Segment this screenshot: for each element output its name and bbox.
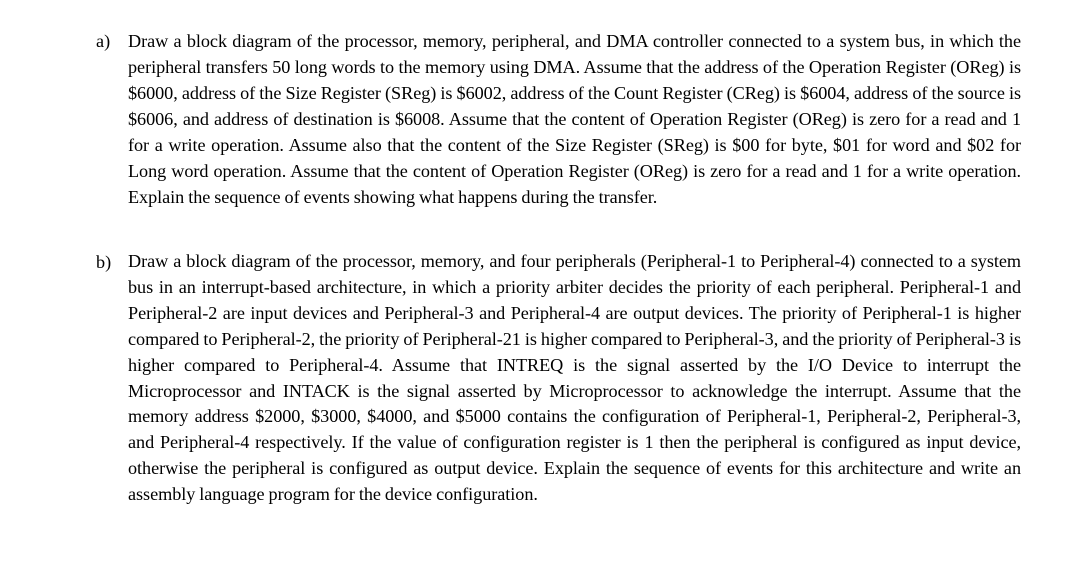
question-a-text: Draw a block diagram of the processor, memory, peripheral, and DMA controller connected to a system bus, in which the peripheral transfers 50 long words to the memory using DMA. Assume that the address of the Operation Register (OReg) is $6000, address of the Size Register (SReg) is $6002, address of the Count Register (CReg) is $6004, address of the source is $6006, and address of destination is $6008. Assume that the content of Operation Register (OReg) is zero for a read and 1 for a write operation. Assume also that the content of the Size Register (SReg) is $00 for byte, $01 for word and $02 for Long word operation. Assume that the content of Operation Register (OReg) is zero for a read and 1 for a write operation. Explain the sequence of events showing what happens during the transfer.: [128, 31, 1021, 207]
question-b-text: Draw a block diagram of the processor, memory, and four peripherals (Peripheral-1 to Peripheral-4) connected to a system bus in an interrupt-based architecture, in which a priority arbiter decides the priority of each peripheral. Peripheral-1 and Peripheral-2 are input devices and Peripheral-3 and Peripheral-4 are output devices. The priority of Peripheral-1 is higher compared to Peripheral-2, the priority of Peripheral-21 is higher compared to Peripheral-3, and the priority of Peripheral-3 is higher compared to Peripheral-4. Assume that INTREQ is the signal asserted by the I/O Device to interrupt the Microprocessor and INTACK is the signal asserted by Microprocessor to acknowledge the interrupt. Assume that the memory address $2000, $3000, $4000, and $5000 contains the configuration of Peripheral-1, Peripheral-2, Peripheral-3, and Peripheral-4 respectively. If the value of configuration register is 1 then the peripheral is configured as input device, otherwise the peripheral is configured as output device. Explain the sequence of events for this architecture and write an assembly language program for the device configuration.: [128, 251, 1021, 505]
question-b-marker: b): [96, 252, 112, 272]
question-a-marker: a): [96, 31, 111, 51]
